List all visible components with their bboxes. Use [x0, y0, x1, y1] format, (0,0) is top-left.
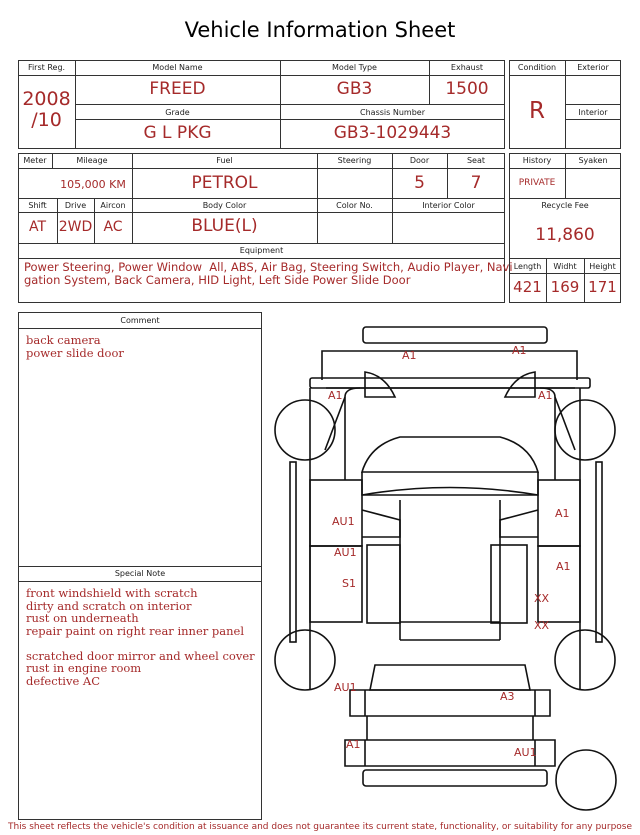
- damage-mark-front-bumper-center: A1: [402, 349, 417, 362]
- exhaust-value: 1500: [445, 79, 489, 99]
- width-label: Widht: [553, 262, 577, 271]
- special-note-text: front windshield with scratch dirty and scratch on interior rust on underneath repair paint on right rear inner panel scratched door mirror and wheel cover rust in engine room defective AC: [26, 586, 255, 688]
- model-type-label: Model Type: [332, 63, 377, 72]
- damage-mark-front-left-fender: A1: [328, 389, 343, 402]
- history-value: PRIVATE: [518, 178, 556, 188]
- width-value: 169: [550, 278, 580, 296]
- damage-mark-left-front-door: AU1: [332, 515, 355, 528]
- door-label: Door: [409, 156, 430, 165]
- aircon-value: AC: [103, 219, 123, 235]
- height-value: 171: [588, 278, 617, 296]
- equipment-label: Equipment: [239, 246, 284, 255]
- damage-mark-left-sill: S1: [342, 577, 356, 590]
- seat-value: 7: [470, 173, 482, 193]
- damage-mark-front-bumper-right: A1: [512, 344, 527, 357]
- model-name-value: FREED: [149, 79, 206, 99]
- condition-label: Condition: [517, 63, 557, 72]
- seat-label: Seat: [466, 156, 486, 165]
- vehicle-damage-diagram: [268, 318, 628, 818]
- damage-mark-left-rear-quarter: AU1: [334, 681, 357, 694]
- equipment-value: Power Steering, Power Window All, ABS, Air Bag, Steering Switch, Audio Player, Navi gation System, Back Camera, HID Light, Left Side Power Slide Door: [24, 260, 513, 287]
- first-reg-label: First Reg.: [27, 63, 66, 72]
- length-label: Length: [513, 262, 542, 271]
- mileage-label: Mileage: [76, 156, 108, 165]
- damage-mark-rear-hatch: A3: [500, 690, 515, 703]
- recycle-fee-label: Recycle Fee: [541, 201, 589, 210]
- special-note-label: Special Note: [114, 569, 166, 578]
- fuel-value: PETROL: [191, 173, 258, 193]
- grade-value: G L PKG: [143, 123, 212, 143]
- shift-value: AT: [28, 219, 47, 235]
- fuel-label: Fuel: [216, 156, 233, 165]
- height-label: Height: [589, 262, 616, 271]
- chassis-number-value: GB3-1029443: [333, 123, 452, 143]
- comment-text: back camera power slide door: [26, 333, 124, 360]
- chassis-number-label: Chassis Number: [360, 108, 425, 117]
- damage-mark-right-panel-1: XX: [534, 592, 550, 605]
- damage-mark-right-panel-2: XX: [534, 619, 550, 632]
- meter-label: Meter: [23, 156, 47, 165]
- damage-mark-rear-bumper-left: A1: [346, 738, 361, 751]
- damage-mark-right-rear-door: A1: [556, 560, 571, 573]
- disclaimer-footer: This sheet reflects the vehicle's condition at issuance and does not guarantee its current state, functionality, or suitability for any purpose: [7, 822, 633, 832]
- history-label: History: [522, 156, 552, 165]
- steering-label: Steering: [337, 156, 372, 165]
- damage-mark-right-front-door: A1: [555, 507, 570, 520]
- page-title: Vehicle Information Sheet: [184, 18, 456, 42]
- drive-value: 2WD: [58, 219, 93, 235]
- grade-label: Grade: [165, 108, 190, 117]
- exterior-label: Exterior: [577, 63, 609, 72]
- shift-label: Shift: [28, 201, 47, 210]
- interior-color-label: Interior Color: [422, 201, 475, 210]
- model-type-value: GB3: [336, 79, 373, 99]
- body-color-label: Body Color: [202, 201, 247, 210]
- first-reg-year: 2008: [22, 88, 71, 110]
- drive-label: Drive: [64, 201, 87, 210]
- mileage-value: 105,000 KM: [60, 178, 126, 191]
- exhaust-label: Exhaust: [450, 63, 484, 72]
- damage-mark-rear-bumper-right: AU1: [514, 746, 537, 759]
- door-value: 5: [414, 173, 425, 193]
- model-name-label: Model Name: [152, 63, 203, 72]
- interior-label: Interior: [578, 108, 608, 117]
- syaken-label: Syaken: [578, 156, 608, 165]
- first-reg-month: /10: [31, 109, 62, 131]
- damage-mark-left-rear-door: AU1: [334, 546, 357, 559]
- comment-label: Comment: [120, 316, 160, 325]
- body-color-value: BLUE(L): [191, 216, 258, 236]
- condition-value: R: [529, 98, 545, 124]
- length-value: 421: [513, 278, 542, 296]
- damage-mark-front-right-fender: A1: [538, 389, 553, 402]
- aircon-label: Aircon: [100, 201, 126, 210]
- color-no-label: Color No.: [336, 201, 373, 210]
- recycle-fee-value: 11,860: [535, 225, 595, 245]
